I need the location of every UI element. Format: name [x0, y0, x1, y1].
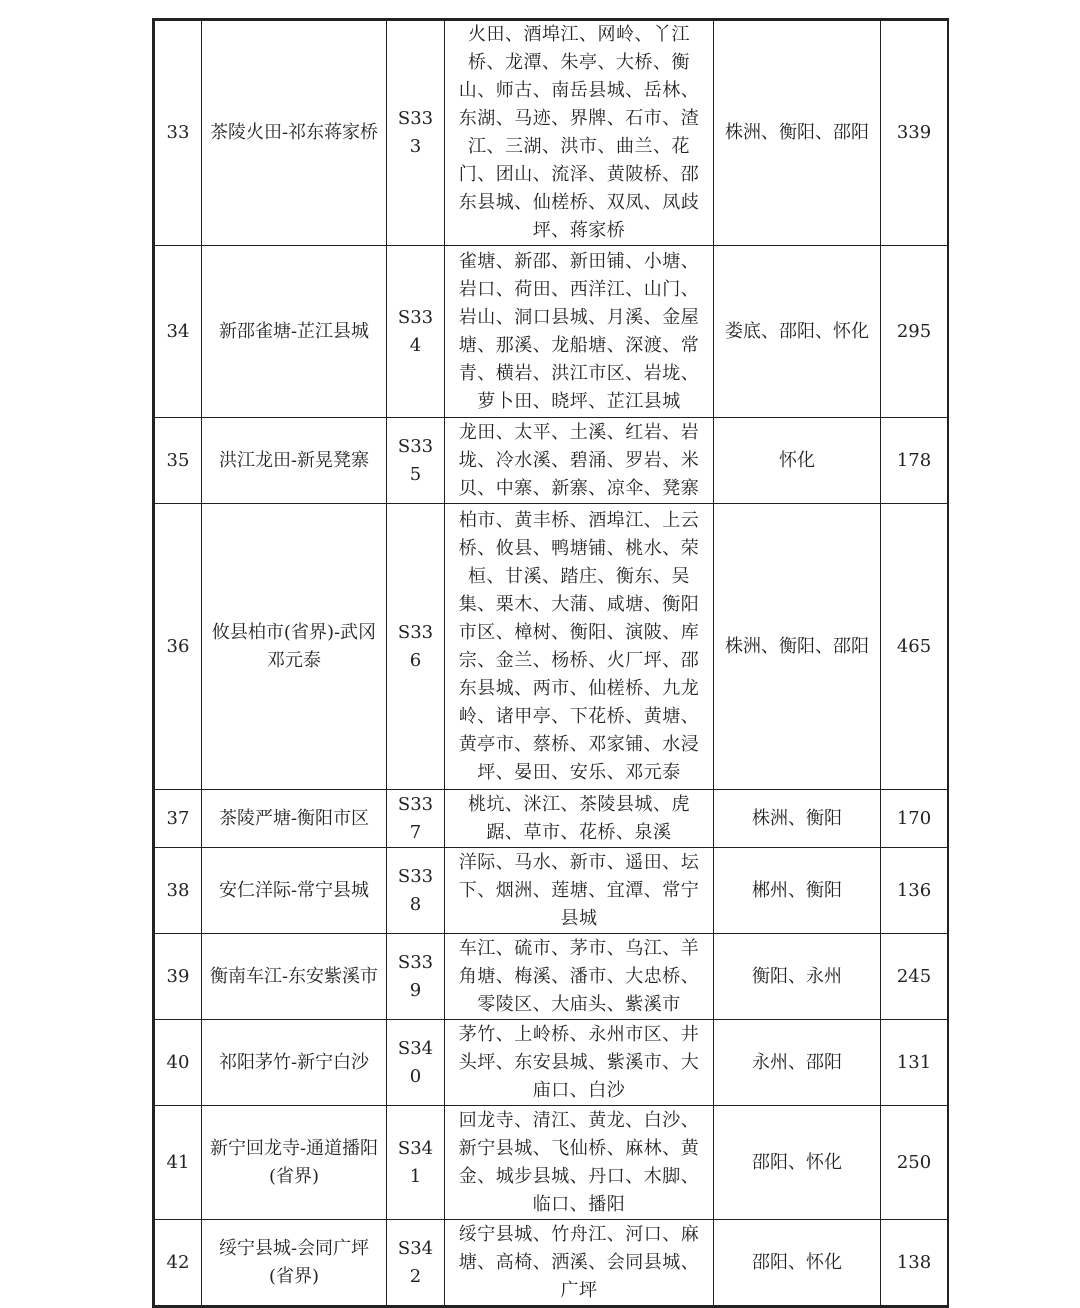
route-length: 136	[881, 848, 948, 934]
route-name: 新宁回龙寺-通道播阳(省界)	[202, 1106, 387, 1220]
route-code: S337	[387, 790, 445, 848]
route-stops: 雀塘、新邵、新田铺、小塘、岩口、荷田、西洋江、山门、岩山、洞口县城、月溪、金屋塘、那溪、龙船塘、深渡、常青、横岩、洪江市区、岩垅、萝卜田、晓坪、芷江县城	[445, 246, 714, 418]
table-row	[155, 1020, 948, 1106]
route-stops: 柏市、黄丰桥、酒埠江、上云桥、攸县、鸭塘铺、桃水、荣桓、甘溪、踏庄、衡东、吴集、栗木、大蒲、咸塘、衡阳市区、樟树、衡阳、演陂、库宗、金兰、杨桥、火厂坪、邵东县城、两市、仙槎桥、九龙岭、诸甲亭、下花桥、黄塘、黄亭市、蔡桥、邓家铺、水浸坪、晏田、安乐、邓元泰	[445, 504, 714, 790]
route-cities: 怀化	[714, 418, 881, 504]
route-cities: 永州、邵阳	[714, 1020, 881, 1106]
route-length: 295	[881, 246, 948, 418]
route-number: 42	[155, 1220, 202, 1306]
route-name: 衡南车江-东安紫溪市	[202, 934, 387, 1020]
route-cities: 衡阳、永州	[714, 934, 881, 1020]
route-number: 37	[155, 790, 202, 848]
route-code: S339	[387, 934, 445, 1020]
route-length: 138	[881, 1220, 948, 1306]
route-code: S341	[387, 1106, 445, 1220]
route-code: S334	[387, 246, 445, 418]
route-name: 洪江龙田-新晃凳寨	[202, 418, 387, 504]
route-length: 170	[881, 790, 948, 848]
route-number: 36	[155, 504, 202, 790]
route-name: 茶陵严塘-衡阳市区	[202, 790, 387, 848]
route-number: 38	[155, 848, 202, 934]
table-row	[155, 848, 948, 934]
route-length: 245	[881, 934, 948, 1020]
route-code: S335	[387, 418, 445, 504]
route-table	[154, 20, 948, 1306]
route-cities: 邵阳、怀化	[714, 1106, 881, 1220]
route-name: 攸县柏市(省界)-武冈邓元泰	[202, 504, 387, 790]
route-name: 绥宁县城-会同广坪(省界)	[202, 1220, 387, 1306]
route-length: 465	[881, 504, 948, 790]
route-number: 34	[155, 246, 202, 418]
table-row	[155, 1106, 948, 1220]
table-row	[155, 1220, 948, 1306]
table-row	[155, 934, 948, 1020]
route-name: 茶陵火田-祁东蒋家桥	[202, 21, 387, 246]
route-name: 祁阳茅竹-新宁白沙	[202, 1020, 387, 1106]
route-length: 178	[881, 418, 948, 504]
route-stops: 火田、酒埠江、网岭、丫江桥、龙潭、朱亭、大桥、衡山、师古、南岳县城、岳林、东湖、马迹、界牌、石市、渣江、三湖、洪市、曲兰、花门、团山、流泽、黄陂桥、邵东县城、仙槎桥、双凤、凤歧坪、蒋家桥	[445, 21, 714, 246]
route-code: S340	[387, 1020, 445, 1106]
table-row	[155, 504, 948, 790]
table-row	[155, 418, 948, 504]
route-length: 250	[881, 1106, 948, 1220]
route-stops: 绥宁县城、竹舟江、河口、麻塘、高椅、洒溪、会同县城、广坪	[445, 1220, 714, 1306]
route-length: 339	[881, 21, 948, 246]
route-cities: 邵阳、怀化	[714, 1220, 881, 1306]
route-table-body	[155, 21, 948, 1306]
route-number: 35	[155, 418, 202, 504]
route-table-container	[152, 18, 949, 1308]
route-cities: 株洲、衡阳、邵阳	[714, 504, 881, 790]
table-row	[155, 246, 948, 418]
route-cities: 株洲、衡阳	[714, 790, 881, 848]
route-name: 新邵雀塘-芷江县城	[202, 246, 387, 418]
route-stops: 桃坑、洣江、茶陵县城、虎踞、草市、花桥、泉溪	[445, 790, 714, 848]
table-row	[155, 790, 948, 848]
route-code: S342	[387, 1220, 445, 1306]
route-cities: 株洲、衡阳、邵阳	[714, 21, 881, 246]
route-number: 33	[155, 21, 202, 246]
route-code: S333	[387, 21, 445, 246]
route-code: S338	[387, 848, 445, 934]
route-name: 安仁洋际-常宁县城	[202, 848, 387, 934]
route-length: 131	[881, 1020, 948, 1106]
route-code: S336	[387, 504, 445, 790]
route-number: 41	[155, 1106, 202, 1220]
table-row	[155, 21, 948, 246]
route-stops: 车江、硫市、茅市、乌江、羊角塘、梅溪、潘市、大忠桥、零陵区、大庙头、紫溪市	[445, 934, 714, 1020]
route-stops: 茅竹、上岭桥、永州市区、井头坪、东安县城、紫溪市、大庙口、白沙	[445, 1020, 714, 1106]
route-stops: 洋际、马水、新市、遥田、坛下、烟洲、莲塘、宜潭、常宁县城	[445, 848, 714, 934]
route-number: 39	[155, 934, 202, 1020]
route-stops: 龙田、太平、土溪、红岩、岩垅、冷水溪、碧涌、罗岩、米贝、中寨、新寨、凉伞、凳寨	[445, 418, 714, 504]
route-number: 40	[155, 1020, 202, 1106]
route-cities: 郴州、衡阳	[714, 848, 881, 934]
route-stops: 回龙寺、清江、黄龙、白沙、新宁县城、飞仙桥、麻林、黄金、城步县城、丹口、木脚、临口、播阳	[445, 1106, 714, 1220]
route-cities: 娄底、邵阳、怀化	[714, 246, 881, 418]
